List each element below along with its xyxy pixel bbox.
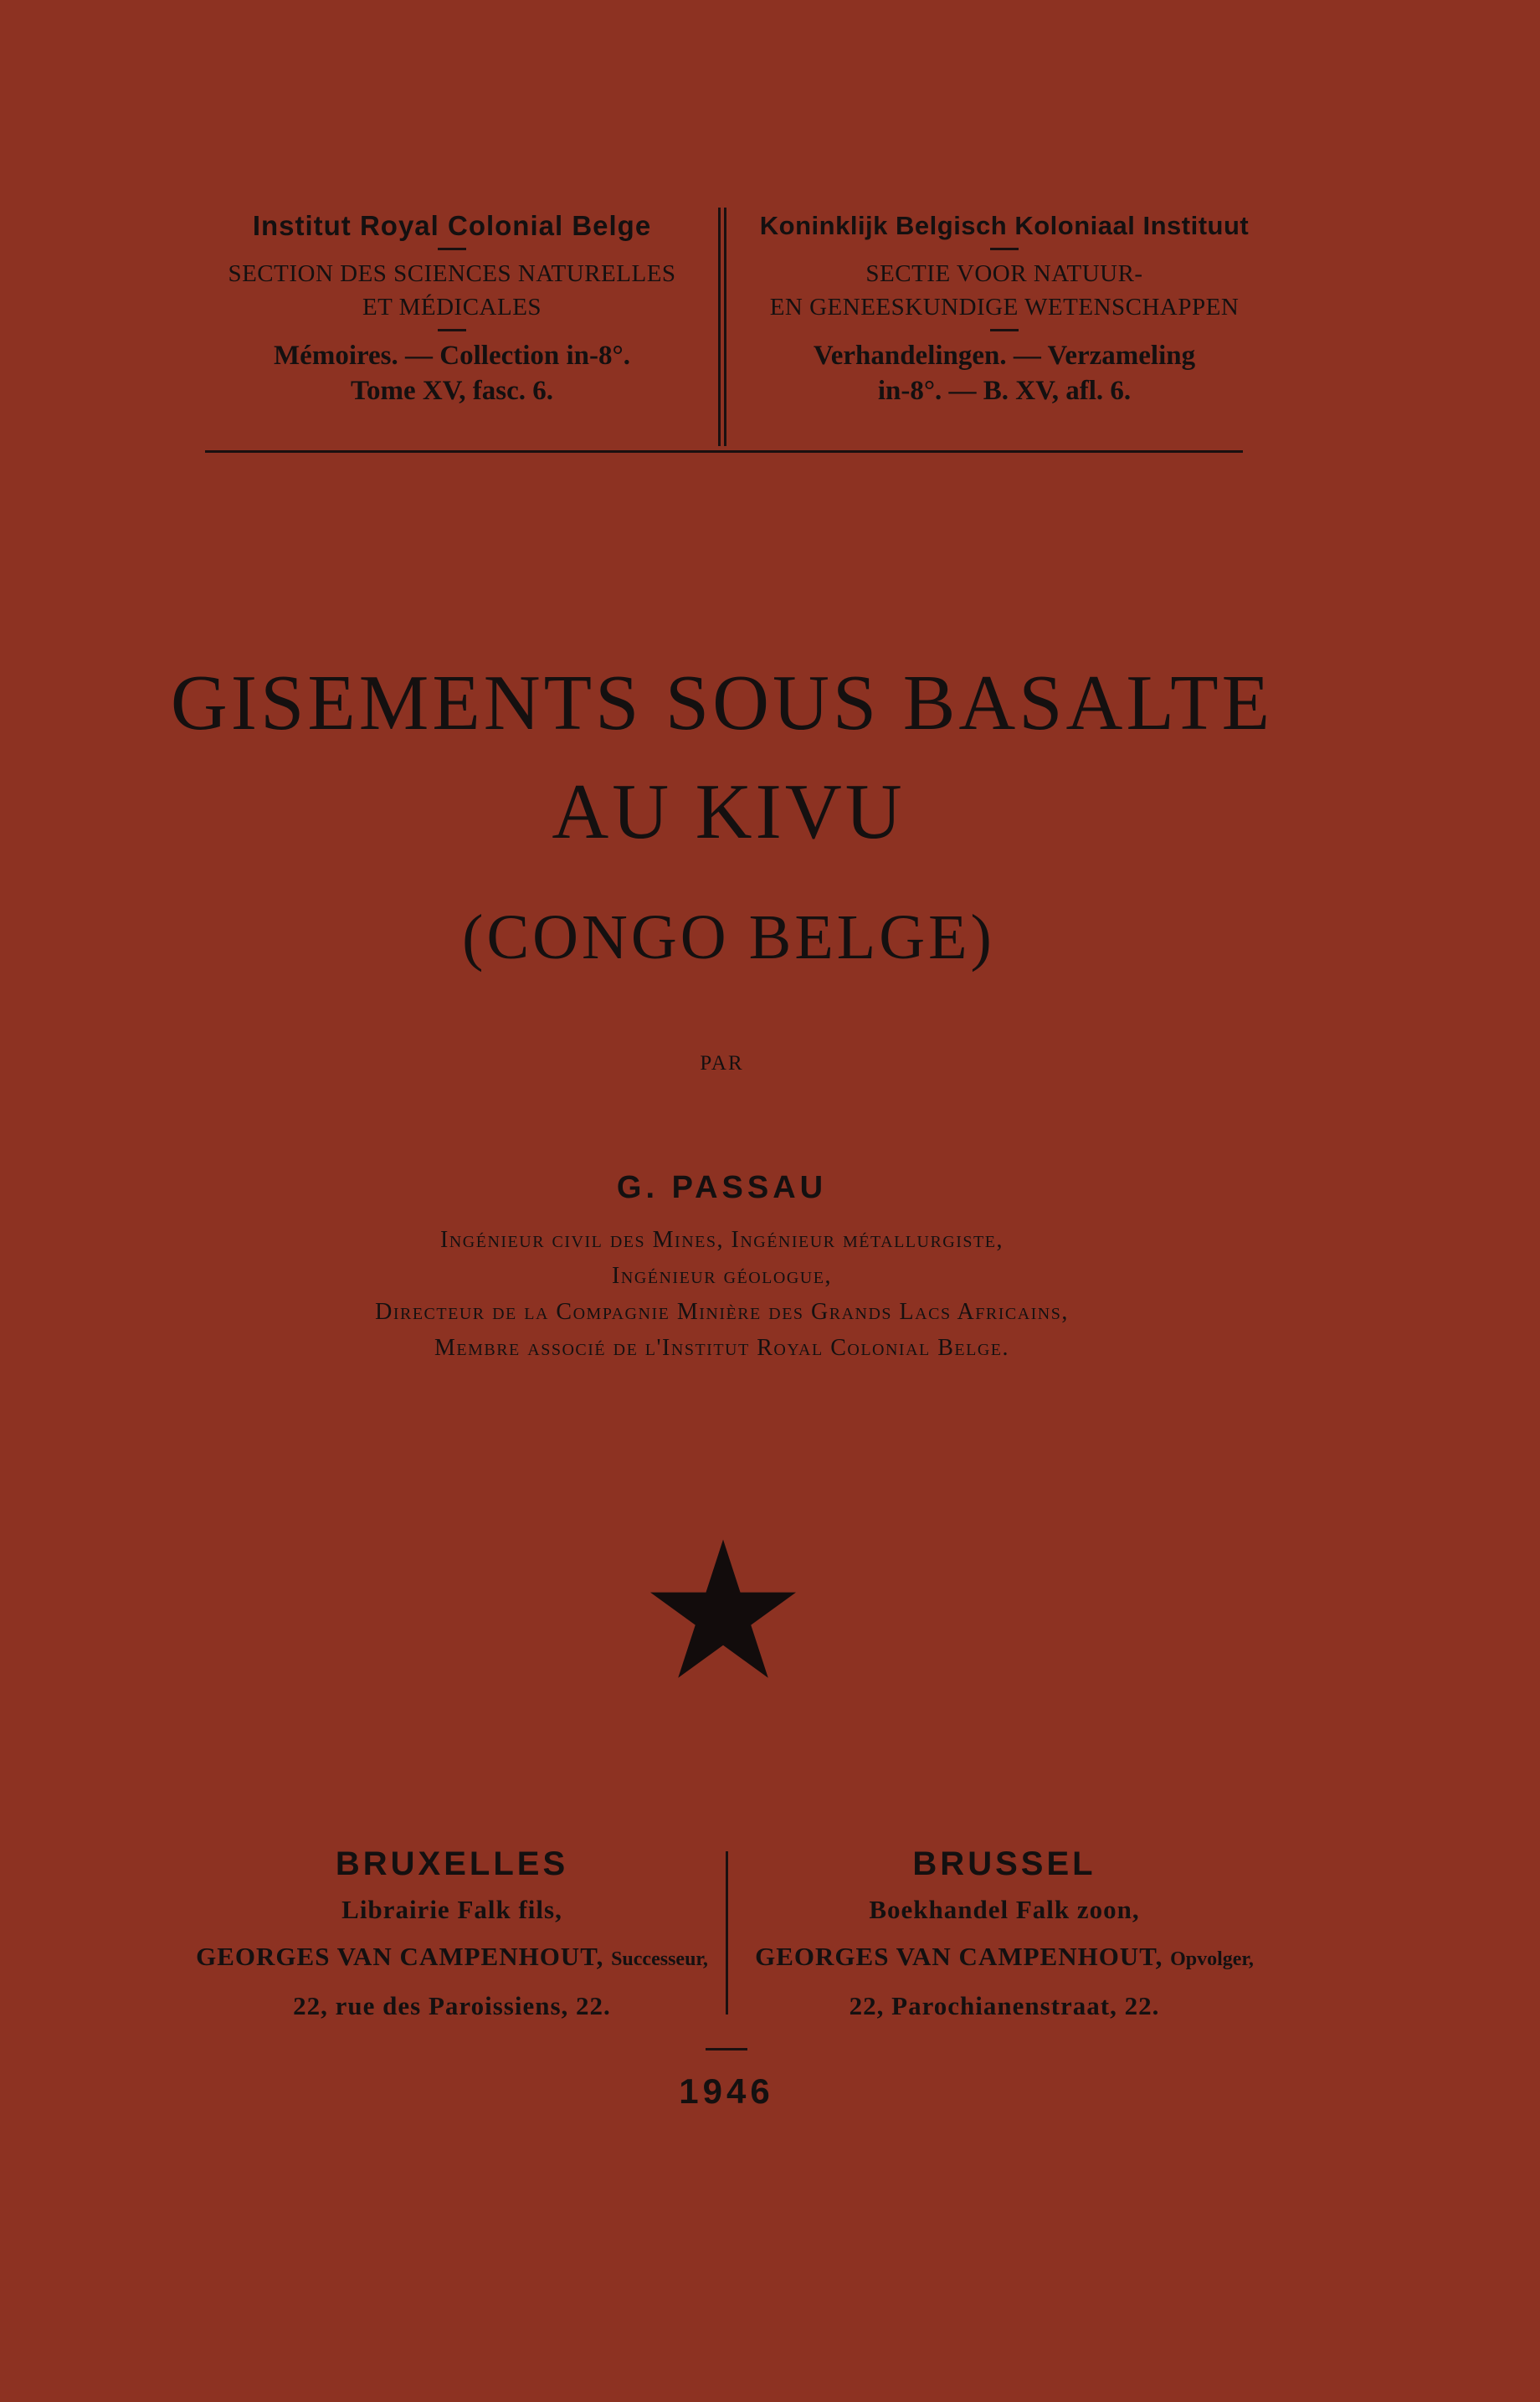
author-credential2: Ingénieur géologue, [612, 1263, 832, 1289]
header-dash [438, 329, 466, 331]
publisher-shop-fr: Librairie Falk fils, [341, 1895, 562, 1924]
series-fr-line2: Tome XV, fasc. 6. [350, 376, 553, 406]
publisher-owner-nl: GEORGES VAN CAMPENHOUT, [755, 1942, 1163, 1971]
publisher-owner-role-nl: Opvolger, [1170, 1948, 1254, 1970]
header-right-column [737, 209, 1272, 408]
institute-name-fr: Institut Royal Colonial Belge [252, 210, 652, 241]
star-icon [650, 1538, 796, 1681]
header-left-column [192, 209, 711, 408]
publisher-owner-fr: GEORGES VAN CAMPENHOUT, [196, 1942, 604, 1971]
title-line1: GISEMENTS SOUS BASALTE [170, 660, 1274, 747]
byline: PAR [700, 1052, 744, 1075]
header-dash [438, 248, 466, 250]
publisher-city-fr: BRUXELLES [335, 1845, 569, 1882]
header-dash [990, 248, 1019, 250]
publisher-owner-role-fr: Successeur, [611, 1948, 708, 1970]
section-name-fr-line1: SECTION DES SCIENCES NATURELLES [228, 260, 676, 287]
section-name-fr-line2: ET MÉDICALES [362, 294, 542, 321]
header-dash [990, 329, 1019, 331]
author-name: G. PASSAU [616, 1170, 828, 1205]
series-fr-line1: Mémoires. — Collection in-8°. [274, 341, 630, 371]
title-line2: AU KIVU [552, 768, 906, 855]
publisher-shop-nl: Boekhandel Falk zoon, [869, 1895, 1140, 1924]
author-credential1: Ingénieur civil des Mines, Ingénieur métallurgiste, [440, 1227, 1004, 1253]
publisher-vertical-rule [726, 1851, 728, 2014]
header-vertical-rule [724, 208, 726, 446]
header-vertical-rule [718, 208, 721, 446]
publisher-city-nl: BRUSSEL [912, 1845, 1096, 1882]
header-horizontal-rule [205, 450, 1243, 453]
author-credential3: Directeur de la Compagnie Minière des Grands Lacs Africains, [375, 1299, 1069, 1325]
series-nl-line1: Verhandelingen. — Verzameling [813, 341, 1196, 371]
publication-year: 1946 [679, 2071, 774, 2111]
institute-name-nl: Koninklijk Belgisch Koloniaal Instituut [759, 211, 1250, 240]
publisher-left-column [184, 1841, 720, 2030]
title-line3: (CONGO BELGE) [462, 902, 995, 973]
publisher-owner-nl-line [737, 1933, 1272, 1983]
author-credential4: Membre associé de l'Institut Royal Colonial Belge. [434, 1335, 1010, 1361]
section-name-nl-line2: EN GENEESKUNDIGE WETENSCHAPPEN [769, 294, 1240, 321]
publisher-address-fr: 22, rue des Paroissiens, 22. [293, 1991, 611, 2020]
publisher-owner-fr-line [184, 1933, 720, 1983]
series-nl-line2: in-8°. — B. XV, afl. 6. [877, 376, 1132, 406]
section-name-nl-line1: SECTIE VOOR NATUUR- [865, 260, 1143, 287]
publisher-address-nl: 22, Parochianenstraat, 22. [849, 1991, 1160, 2020]
year-dash [706, 2048, 747, 2050]
publisher-right-column [737, 1841, 1272, 2030]
